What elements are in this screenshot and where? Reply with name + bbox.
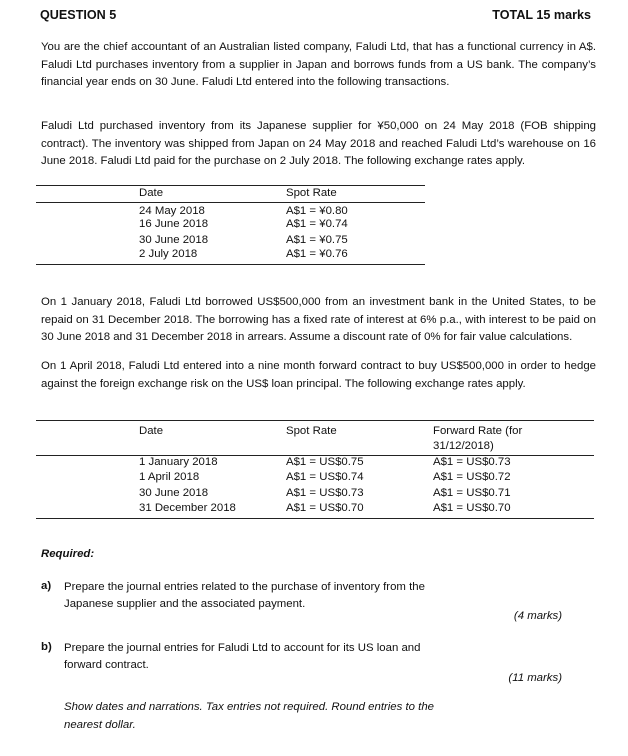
table-cell: A$1 = ¥0.80 [286,205,348,217]
required-heading: Required: [41,548,95,560]
question-number: QUESTION 5 [40,8,117,22]
table-cell: A$1 = ¥0.76 [286,248,348,260]
forward-contract-paragraph: On 1 April 2018, Faludi Ltd entered into a nine month forward contract to buy US$500,000 in order to hedge against the foreign exchange risk on the US$ loan principal. The following exchange rates apply. [41,360,596,390]
table1-header-date: Date [139,187,164,199]
table2-top-rule [36,420,594,421]
instructions-note [64,698,434,734]
table-cell: A$1 = US$0.75 [286,456,364,468]
table2-bottom-rule [36,518,594,519]
table1-top-rule [36,185,425,186]
table-cell: 1 April 2018 [139,471,200,483]
table2-header-forward: Forward Rate (for [433,425,523,437]
table-cell: A$1 = US$0.72 [433,471,511,483]
intro-paragraph: You are the chief accountant of an Australian listed company, Faludi Ltd, that has a functional currency in A$. Faludi Ltd purchases inventory from a supplier in Japan and borrows funds from a US bank. The company’s financial year ends on 30 June. Faludi Ltd entered into the following transactions. [41,41,596,88]
part-a-line-1: Prepare the journal entries related to the purchase of inventory from the [64,581,425,593]
table-cell: A$1 = US$0.70 [433,502,511,514]
part-a-line-2: Japanese supplier and the associated payment. [64,597,306,610]
table2-header-forward-date: 31/12/2018) [433,440,494,452]
table1-header-spot: Spot Rate [286,187,337,199]
table-cell: 30 June 2018 [139,234,209,246]
note-line-1: Show dates and narrations. Tax entries not required. Round entries to the [64,701,435,713]
table-cell: 30 June 2018 [139,487,209,499]
table-cell: 16 June 2018 [139,218,209,230]
part-b-text [64,640,420,673]
part-a-text [64,579,425,612]
part-a-marks: (4 marks) [513,610,562,622]
table1-header-rule [36,202,425,203]
loan-paragraph: On 1 January 2018, Faludi Ltd borrowed US$500,000 from an investment bank in the United States, to be repaid on 31 December 2018. The borrowing has a fixed rate of interest at 6% p.a., with interest to be paid on 30 June 2018 and 31 December 2018 in arrears. Assume a discount rate of 0% for fair value calculations. [41,296,596,343]
part-b-line-1: Prepare the journal entries for Faludi Ltd to account for its US loan and [64,642,421,654]
table-cell: A$1 = US$0.74 [286,471,364,483]
part-b-line-2: forward contract. [64,658,149,671]
table2-header-date: Date [139,425,164,437]
part-b-label: b) [41,641,52,653]
table1-bottom-rule [36,264,425,265]
table-cell: 2 July 2018 [139,248,198,260]
part-b-marks: (11 marks) [508,672,562,684]
part-a-label: a) [41,580,52,592]
table-cell: 1 January 2018 [139,456,218,468]
table2-header-spot: Spot Rate [286,425,337,437]
table-cell: A$1 = US$0.73 [286,487,364,499]
inventory-paragraph: Faludi Ltd purchased inventory from its Japanese supplier for ¥50,000 on 24 May 2018 (FOB shipping contract). The inventory was shipped from Japan on 24 May 2018 and reached Faludi Ltd’s warehouse on 16 June 2018. Faludi Ltd paid for the purchase on 2 July 2018. The following exchange rates apply. [41,120,596,167]
table-cell: 24 May 2018 [139,205,205,217]
note-line-2: nearest dollar. [64,719,136,731]
table-cell: A$1 = US$0.71 [433,487,511,499]
table-cell: A$1 = US$0.73 [433,456,511,468]
table-cell: A$1 = ¥0.75 [286,234,348,246]
total-marks: TOTAL 15 marks [492,8,591,22]
table-cell: A$1 = ¥0.74 [286,218,348,230]
table-cell: 31 December 2018 [139,502,236,514]
table-cell: A$1 = US$0.70 [286,502,364,514]
